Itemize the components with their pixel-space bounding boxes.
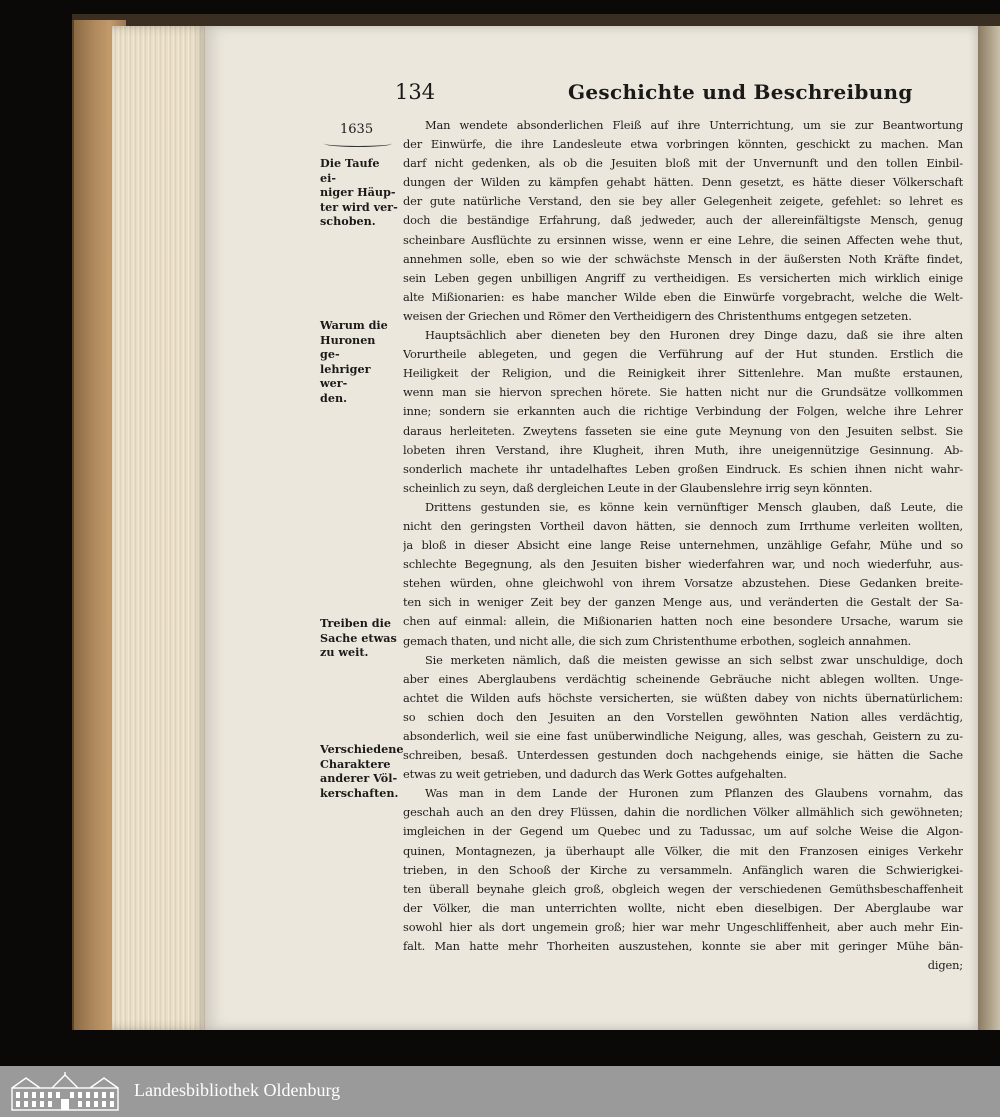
text-line: weisen der Griechen und Römer den Vertheidigern des Christenthums entgegen setzeten. (403, 308, 912, 323)
text-line: darf nicht gedenken, als ob die Jesuiten bloß mit der Unvernunft und den tollen Einbil- (403, 156, 963, 171)
text-line: der gute natürliche Verstand, den sie bey aller Gelegenheit zeigete, gefehlet: so lehret es (403, 194, 963, 209)
library-name: Landesbibliothek Oldenburg (134, 1080, 341, 1100)
year-marginal: 1635 (340, 122, 374, 137)
text-line: gemach thaten, und nicht alle, die sich zum Christenthume erbothen, sogleich annahmen. (403, 633, 912, 648)
text-line: Was man in dem Lande der Huronen zum Pflanzen des Glaubens vornahm, das (425, 786, 963, 801)
text-line: scheinlich zu seyn, daß dergleichen Leute in der Glaubenslehre irrig seyn könnten. (403, 480, 873, 495)
margin-note-too-far: Treiben die Sache etwas zu weit. (320, 616, 397, 659)
text-line: Heiligkeit der Religion, und die Reinigkeit ihrer Sittenlehre. Man mußte erstaunen, (403, 366, 963, 381)
text-line: trieben, in den Schooß der Kirche zu versammeln. Anfänglich waren die Schwierigkei- (403, 862, 963, 877)
text-line: geschah auch an den drey Flüssen, dahin die nordlichen Völker allmählich sich gewöhneten; (403, 805, 963, 820)
text-line: ten überall beynahe gleich groß, obgleich wegen der verschiedenen Gemüthsbeschaffenheit (403, 881, 963, 896)
text-line: aber eines Aberglaubens verdächtig scheinende Gebräuche nicht ablegen wollten. Unge- (403, 671, 963, 686)
text-line: Hauptsächlich aber dieneten bey den Huronen drey Dinge dazu, daß sie ihre alten (425, 328, 963, 343)
text-line: ja bloß in dieser Absicht eine lange Reise unternehmen, unzählige Gefahr, Mühe und so (403, 538, 963, 553)
text-line: digen; (927, 958, 963, 973)
text-line: alte Mißionarien: es habe mancher Wilde eben die Einwürfe vorgebracht, welche die Welt- (403, 289, 963, 304)
text-line: inne; sondern sie erkannten auch die richtige Verbindung der Folgen, welche ihre Lehrer (403, 404, 963, 419)
text-line: lobeten ihren Verstand, ihre Klugheit, ihren Muth, ihre uneigennützige Gesinnung. Ab- (403, 442, 963, 457)
year-bracket (324, 140, 392, 147)
text-line: wenn man sie hiervon sprechen hörete. Sie hatten nicht nur die Grundsätze vollkommen (403, 385, 963, 400)
text-line: annehmen solle, eben so wie der schwächste Mensch in der äußersten Noth Kräfte findet, (403, 251, 963, 266)
text-line: schreiben, besaß. Unterdessen gestunden doch nachgehends einige, sie hätten die Sache (403, 748, 963, 763)
text-line: dungen der Wilden zu kämpfen gehabt hätten. Denn gesetzt, es hätte dieser Völkerschaft (403, 175, 963, 190)
text-line: Man wendete absonderlichen Fleiß auf ihre Unterrichtung, um sie zur Beantwortung (425, 118, 963, 132)
text-line: quinen, Montagnezen, ja überhaupt alle Völker, die mit den Franzosen einiges Verkehr (403, 843, 963, 858)
margin-note-peoples: Verschiedene Charaktere anderer Völ- kerschaften. (320, 742, 404, 800)
text-line: sowohl hier als dort ungemein groß; hier war mehr Ungeschliffenheit, aber auch mehr Ein- (403, 919, 963, 934)
text-line: etwas zu weit getrieben, und dadurch das Werk Gottes aufgehalten. (403, 767, 787, 782)
footer-bar (0, 1066, 1000, 1117)
text-line: stehen würden, ohne gleichwohl von ihrem Vorsatze abzustehen. Diese Gedanken breite- (403, 576, 963, 591)
text-line: falt. Man hatte mehr Thorheiten auszustehen, konnte sie aber mit geringer Mühe bän- (403, 939, 963, 954)
margin-note-hurons: Warum die Huronen ge- lehriger wer- den. (320, 318, 388, 405)
page-number: 134 (395, 80, 436, 104)
text-line: sonderlich machete ihr untadelhaftes Leben großen Eindruck. Es schien ihnen nicht wahr- (403, 461, 963, 476)
text-line: so schien doch den Jesuiten an den Vorstellen gewöhnten Nation alles verdächtig, (403, 709, 963, 724)
text-line: der Einwürfe, die ihre Landesleute etwa vorbringen könnten, geschickt zu machen. Man (403, 137, 963, 152)
text-line: sein Leben gegen unbilligen Angriff zu vertheidigen. Es versicherten mich wirklich einige (403, 270, 963, 285)
body-text (403, 116, 963, 975)
text-line: Vorurtheile ablegeten, und gegen die Verführung auf der Hut stunden. Erstlich die (403, 347, 963, 362)
text-line: Sie merketen nämlich, daß die meisten gewisse an sich selbst zwar unschuldige, doch (425, 652, 963, 667)
text-line: absonderlich, weil sie eine fast unüberwindliche Neigung, alles, was geschah, Geistern zu zu- (403, 729, 963, 743)
text-line: schlechte Begegnung, als den Jesuiten bisher wiederfahren war, und noch wiederfuhr, aus- (403, 557, 963, 572)
text-line: Drittens gestunden sie, es könne kein vernünftiger Mensch glauben, daß Leute, die (425, 499, 963, 514)
margin-note-baptism: Die Taufe ei- niger Häup- ter wird ver- schoben. (320, 156, 398, 228)
running-head: Geschichte und Beschreibung (568, 80, 913, 104)
text-line: doch die beständige Erfahrung, daß jedweder, auch der allereinfältigste Mensch, genug (403, 213, 963, 228)
text-line: nicht den geringsten Vortheil davon hätten, sie dennoch zum Irrthume verleiten wollten, (403, 518, 963, 533)
text-line: achtet die Wilden aufs höchste versicherten, sie wüßten dabey von nichts übernatürlichem: (403, 690, 963, 705)
text-line: scheinbare Ausflüchte zu ersinnen wisse, wenn er eine Lehre, die seinen Affecten wehe thut, (403, 232, 963, 247)
library-building-logo-icon (6, 1072, 124, 1112)
text-line: daraus herleiteten. Zweytens fasseten sie eine gute Meynung von den Jesuiten selbst. Sie (403, 423, 963, 438)
text-line: ten sich in weniger Zeit bey der ganzen Menge aus, und veränderten die Gestalt der Sa- (403, 595, 963, 610)
page-edges (112, 26, 208, 1030)
text-line: chen auf einmal: allein, die Mißionarien hatten noch eine besondere Ursache, warum sie (403, 614, 963, 629)
text-line: imgleichen in der Gegend um Quebec und zu Tadussac, um auf solche Weise die Algon- (403, 824, 963, 839)
facing-page-edge (978, 26, 1000, 1030)
text-line: der Völker, die man unterrichten wollte, nicht eben dieselbigen. Der Aberglaube war (403, 900, 963, 915)
book-top-edge (72, 14, 1000, 26)
